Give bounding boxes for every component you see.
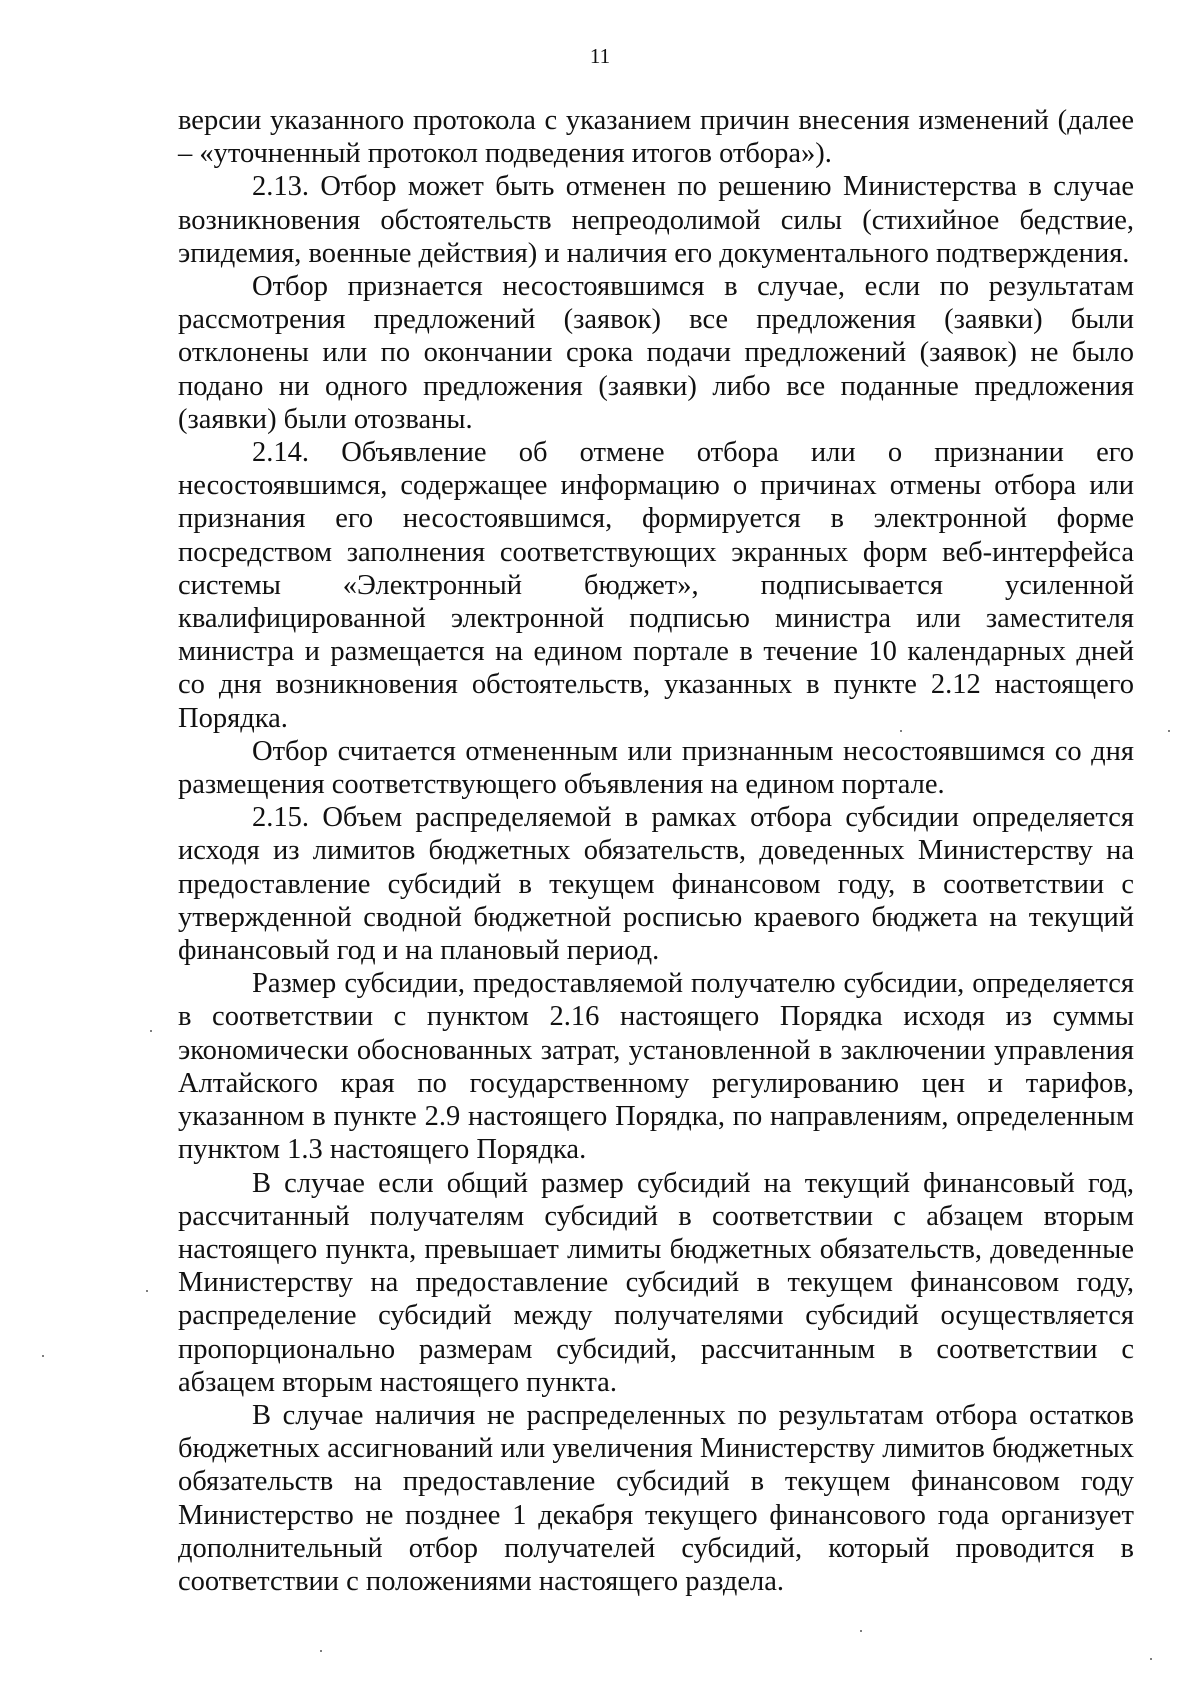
- paragraph-continuation: версии указанного протокола с указанием причин внесения изменений (далее – «уточненный протокол подведения итогов отбора»).: [178, 105, 1134, 170]
- paragraph-2-13: 2.13. Отбор может быть отменен по решению Министерства в случае возникновения обстоятельств непреодолимой силы (стихийное бедствие, эпидемия, военные действия) и наличия его документального подтверждения.: [178, 171, 1134, 269]
- document-body: [178, 104, 1134, 1598]
- scan-speck: [1150, 1658, 1152, 1660]
- paragraph-2-14: 2.14. Объявление об отмене отбора или о признании его несостоявшимся, содержащее информацию о причинах отмены отбора или признания его несостоявшимся, формируется в электронной форме посредством заполнения соответствующих экранных форм веб-интерфейса системы «Электронный бюджет», подписывается усиленной квалифицированной электронной подписью министра или заместителя министра и размещается на едином портале в течение 10 календарных дней со дня возникновения обстоятельств, указанных в пункте 2.12 настоящего Порядка.: [178, 437, 1134, 734]
- scan-speck: [146, 1290, 148, 1292]
- paragraph-not-held: Отбор признается несостоявшимся в случае, если по результатам рассмотрения предложений (заявок) все предложения (заявки) были отклонены или по окончании срока подачи предложений (заявок) не было подано ни одного предложения (заявки) либо все поданные предложения (заявки) были отозваны.: [178, 271, 1134, 435]
- paragraph-proportional: В случае если общий размер субсидий на текущий финансовый год, рассчитанный получателям субсидий в соответствии с абзацем вторым настоящего пункта, превышает лимиты бюджетных обязательств, доведенные Министерству на предоставление субсидий в текущем финансовом году, распределение субсидий между получателями субсидий осуществляется пропорционально размерам субсидий, рассчитанным в соответствии с абзацем вторым настоящего пункта.: [178, 1167, 1134, 1398]
- scan-speck: [1168, 730, 1170, 732]
- paragraph-additional-selection: В случае наличия не распределенных по результатам отбора остатков бюджетных ассигнований или увеличения Министерству лимитов бюджетных обязательств на предоставление субсидий в текущем финансовом году Министерство не позднее 1 декабря текущего финансового года организует дополнительный отбор получателей субсидий, который проводится в соответствии с положениями настоящего раздела.: [178, 1399, 1134, 1597]
- paragraph-subsidy-size: Размер субсидии, предоставляемой получателю субсидии, определяется в соответствии с пунктом 2.16 настоящего Порядка исходя из суммы экономически обоснованных затрат, установленной в заключении управления Алтайского края по государственному регулированию цен и тарифов, указанном в пункте 2.9 настоящего Порядка, по направлениям, определенным пунктом 1.3 настоящего Порядка.: [178, 968, 1134, 1166]
- scan-speck: [860, 1630, 862, 1632]
- scan-speck: [42, 1355, 44, 1357]
- paragraph-cancelled: Отбор считается отмененным или признанным несостоявшимся со дня размещения соответствующего объявления на едином портале.: [178, 735, 1134, 801]
- scan-speck: [150, 1030, 152, 1032]
- scan-speck: [320, 1650, 322, 1652]
- scan-speck: [900, 730, 902, 732]
- page-number: 11: [589, 44, 611, 68]
- paragraph-2-15: 2.15. Объем распределяемой в рамках отбора субсидии определяется исходя из лимитов бюджетных обязательств, доведенных Министерству на предоставление субсидий в текущем финансовом году, в соответствии с утвержденной сводной бюджетной росписью краевого бюджета на текущий финансовый год и на плановый период.: [178, 802, 1134, 967]
